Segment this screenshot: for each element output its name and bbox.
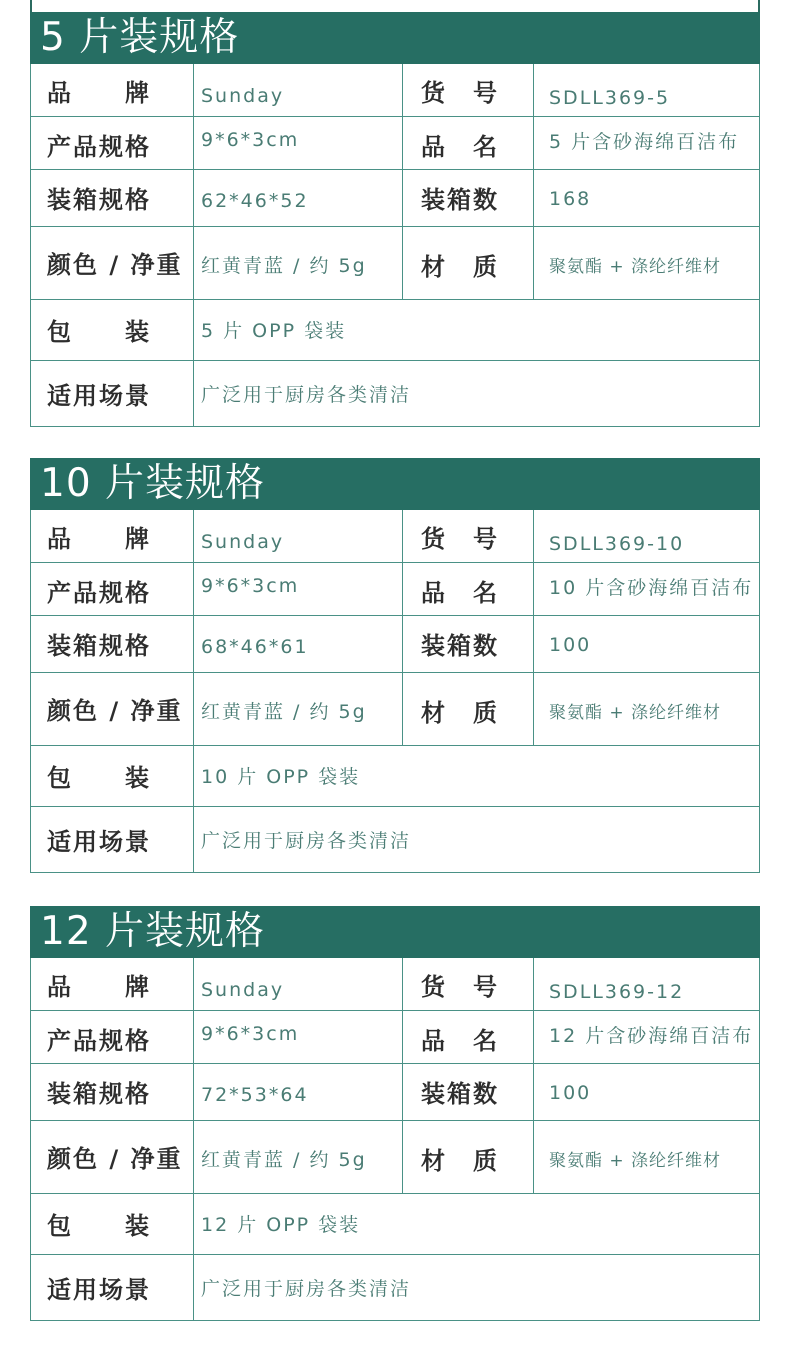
value-color-weight: 红黄青蓝 / 约 5g (201, 701, 367, 723)
spec-table (30, 510, 760, 873)
value-usage: 广泛用于厨房各类清洁 (201, 1277, 412, 1300)
value-product-size: 9*6*3cm (201, 129, 300, 151)
spec-table (30, 958, 760, 1321)
label-usage: 适用场景 (47, 381, 151, 410)
label-product-size: 产品规格 (47, 1026, 151, 1055)
value-color-weight: 红黄青蓝 / 约 5g (201, 255, 367, 277)
label-packaging: 包 装 (47, 1212, 151, 1240)
value-product-name: 10 片含砂海绵百洁布 (549, 576, 754, 599)
value-carton-size: 72*53*64 (201, 1083, 309, 1106)
value-usage: 广泛用于厨房各类清洁 (201, 383, 412, 406)
value-usage: 广泛用于厨房各类清洁 (201, 829, 412, 852)
label-brand: 品 牌 (47, 972, 151, 1001)
value-carton-qty: 100 (549, 1081, 592, 1104)
label-carton-size: 装箱规格 (47, 632, 151, 660)
value-brand: Sunday (201, 979, 285, 1001)
label-carton-qty: 装箱数 (421, 186, 499, 214)
section-title: 10 片装规格 (30, 458, 760, 510)
label-material: 材 质 (421, 1147, 499, 1175)
label-material: 材 质 (421, 699, 499, 727)
label-item-no: 货 号 (421, 972, 499, 1001)
value-color-weight: 红黄青蓝 / 约 5g (201, 1149, 367, 1171)
previous-section-edge (30, 0, 760, 12)
value-product-name: 5 片含砂海绵百洁布 (549, 130, 740, 153)
value-brand: Sunday (201, 85, 285, 107)
label-packaging: 包 装 (47, 764, 151, 792)
value-carton-size: 68*46*61 (201, 635, 309, 658)
label-product-name: 品 名 (421, 1026, 499, 1055)
section-title: 12 片装规格 (30, 906, 760, 958)
label-carton-qty: 装箱数 (421, 1080, 499, 1108)
value-carton-size: 62*46*52 (201, 189, 309, 212)
value-item-no: SDLL369-5 (549, 87, 671, 109)
label-brand: 品 牌 (47, 524, 151, 553)
value-item-no: SDLL369-10 (549, 533, 685, 555)
label-item-no: 货 号 (421, 524, 499, 553)
label-carton-qty: 装箱数 (421, 632, 499, 660)
value-brand: Sunday (201, 531, 285, 553)
value-product-size: 9*6*3cm (201, 1023, 300, 1045)
value-material: 聚氨酯 + 涤纶纤维材 (549, 1151, 722, 1171)
value-carton-qty: 100 (549, 633, 592, 656)
value-material: 聚氨酯 + 涤纶纤维材 (549, 257, 722, 277)
label-item-no: 货 号 (421, 78, 499, 107)
label-color-weight: 颜色 / 净重 (47, 697, 183, 725)
value-product-name: 12 片含砂海绵百洁布 (549, 1024, 754, 1047)
label-brand: 品 牌 (47, 78, 151, 107)
label-carton-size: 装箱规格 (47, 186, 151, 214)
label-product-size: 产品规格 (47, 578, 151, 607)
label-packaging: 包 装 (47, 318, 151, 346)
label-carton-size: 装箱规格 (47, 1080, 151, 1108)
spec-table (30, 64, 760, 427)
value-packaging: 5 片 OPP 袋装 (201, 320, 347, 342)
label-product-size: 产品规格 (47, 132, 151, 161)
value-packaging: 12 片 OPP 袋装 (201, 1214, 361, 1236)
label-product-name: 品 名 (421, 578, 499, 607)
value-packaging: 10 片 OPP 袋装 (201, 766, 361, 788)
value-material: 聚氨酯 + 涤纶纤维材 (549, 703, 722, 723)
label-material: 材 质 (421, 253, 499, 281)
value-product-size: 9*6*3cm (201, 575, 300, 597)
label-product-name: 品 名 (421, 132, 499, 161)
value-item-no: SDLL369-12 (549, 981, 685, 1003)
label-color-weight: 颜色 / 净重 (47, 1145, 183, 1173)
section-title: 5 片装规格 (30, 12, 760, 64)
label-usage: 适用场景 (47, 1275, 151, 1304)
label-usage: 适用场景 (47, 827, 151, 856)
value-carton-qty: 168 (549, 187, 592, 210)
label-color-weight: 颜色 / 净重 (47, 251, 183, 279)
